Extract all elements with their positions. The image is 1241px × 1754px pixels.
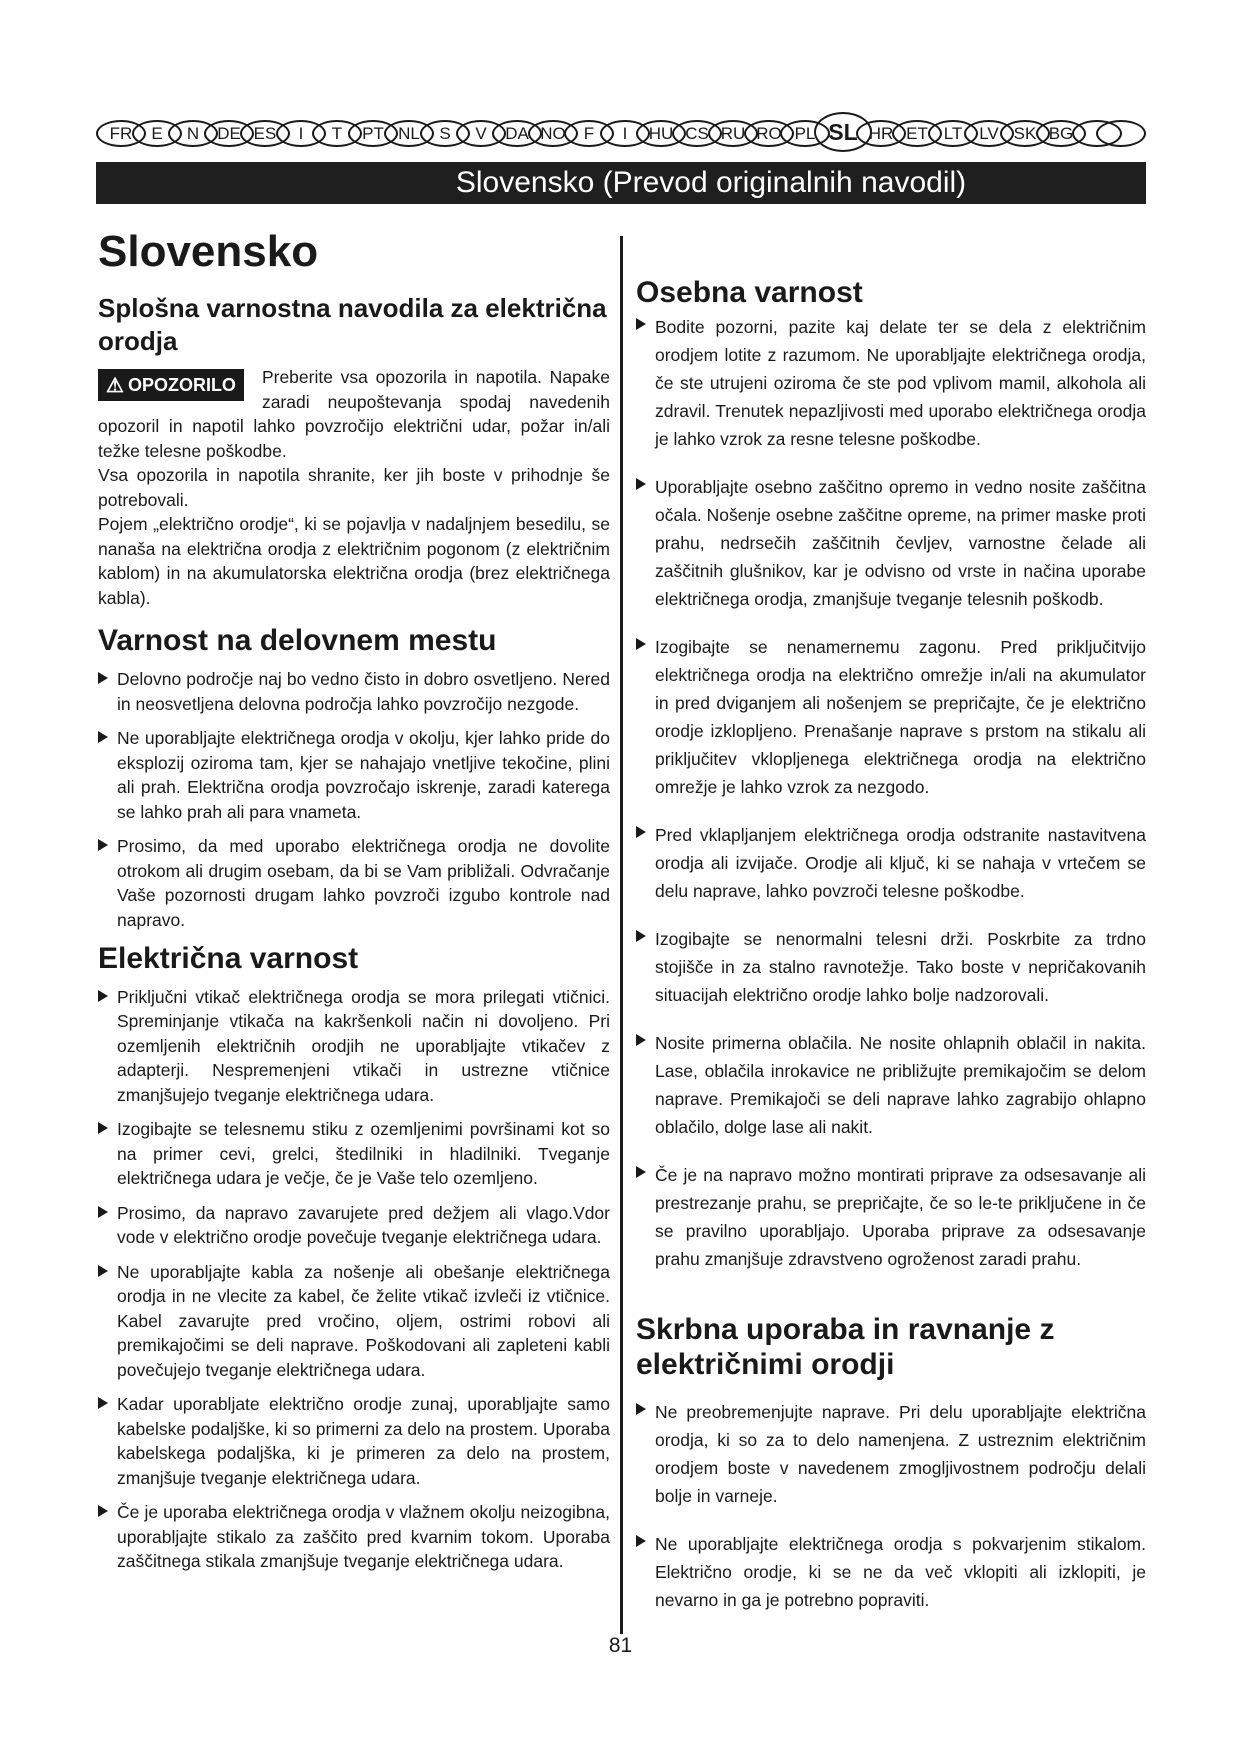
keep-instructions-text: Vsa opozorila in napotila shranite, ker jih boste v prihodnje še potrebovali.	[98, 465, 610, 510]
lang-tab[interactable]: I	[600, 120, 650, 147]
list-item: Če je uporaba električnega orodja v vlažnem okolju neizogibna, uporabljajte stikalo za zaščito pred kvarnim tokom. Uporaba zaščitnega stikala zmanjšuje tveganje električnega udara.	[98, 1500, 610, 1574]
bullet-triangle-icon	[636, 1166, 646, 1178]
list-item: Če je na napravo možno montirati priprave za odsesavanje ali prestrezanje prahu, se prepričajte, če so le-te priključene in če se pravilno uporabljajo. Uporaba priprave za odsesavanje prahu zmanjšuje zdravstveno ogroženost zaradi prahu.	[636, 1161, 1146, 1273]
lang-tab[interactable]: DE	[204, 120, 254, 147]
list-item: Izogibajte se nenamernemu zagonu. Pred priključitvijo električnega orodja na električno omrežje in/ali na akumulator in pred dviganjem ali nošenjem se prepričajte, če je električno orodje izklopljeno. Prenašanje naprave s prstom na stikalu ali priključitev vklopljenega električnega orodja na električno omrežje je lahko vzrok za nezgodo.	[636, 633, 1146, 801]
lang-tab[interactable]: F	[564, 120, 614, 147]
column-divider	[620, 236, 623, 1634]
careful-use-list	[636, 1398, 1146, 1614]
careful-use-heading: Skrbna uporaba in ravnanje z električnimi orodji	[636, 1312, 1055, 1381]
lang-tab[interactable]: RU	[708, 120, 758, 147]
warning-text: Preberite vsa opozorila in napotila. Napake zaradi neupoštevanja spodaj navedenih opozoril in napotil lahko povzročijo električni udar, požar in/ali težke telesne poškodbe.	[98, 367, 610, 461]
bullet-triangle-icon	[636, 1403, 646, 1415]
list-item: Ne preobremenjujte naprave. Pri delu uporabljajte električna orodja, ki so za to delo namenjena. Z ustreznim električnim orodjem boste v navedenem zmogljivostnem področju delali bolje in varneje.	[636, 1398, 1146, 1510]
bullet-triangle-icon	[98, 990, 108, 1002]
list-item: Izogibajte se nenormalni telesni drži. Poskrbite za trdno stojišče in za stalno ravnotežje. Tako boste v nepričakovanih situacijah električno orodje lahko bolje nadzorovali.	[636, 925, 1146, 1009]
warning-block	[98, 365, 610, 463]
page-number: 81	[608, 1634, 633, 1657]
bullet-triangle-icon	[636, 318, 646, 330]
list-item: Ne uporabljajte električnega orodja s pokvarjenim stikalom. Električno orodje, ki se ne da več vklopiti ali izklopiti, je nevarno in ga je potrebno popraviti.	[636, 1530, 1146, 1614]
personal-list	[636, 313, 1146, 1273]
bullet-triangle-icon	[636, 1535, 646, 1547]
bullet-triangle-icon	[636, 478, 646, 490]
lang-tab[interactable]: BG	[1036, 120, 1086, 147]
personal-safety-heading: Osebna varnost	[636, 276, 863, 309]
left-column	[98, 224, 610, 1584]
lang-tab[interactable]: SK	[1000, 120, 1050, 147]
list-item: Pred vklapljanjem električnega orodja odstranite nastavitvena orodja ali izvijače. Orodje ali ključ, ki se nahaja v vrtečem se delu naprave, lahko povzroči telesne poškodbe.	[636, 821, 1146, 905]
banner-title: Slovensko (Prevod originalnih navodil)	[455, 166, 967, 199]
bullet-triangle-icon	[636, 826, 646, 838]
lang-tab[interactable]: CS	[672, 120, 722, 147]
lang-tab[interactable]: HU	[636, 120, 686, 147]
bullet-triangle-icon	[98, 1265, 108, 1277]
electrical-list	[98, 985, 610, 1574]
lang-tab[interactable]: ES	[240, 120, 290, 147]
lang-tab[interactable]: HR	[856, 120, 906, 147]
warning-badge	[98, 369, 244, 401]
list-item: Ne uporabljajte kabla za nošenje ali obešanje električnega orodja in ne vlecite za kabel, če želite vtikač izvleči iz vtičnice. Kabel zavarujte pred vročino, oljem, ostrimi robovi ali premikajočimi se deli naprave. Poškodovani ali zapleteni kabli povečujejo tveganje električnega udara.	[98, 1260, 610, 1383]
lang-tab[interactable]: RO	[744, 120, 794, 147]
workplace-safety-heading: Varnost na delovnem mestu	[98, 624, 497, 658]
lang-tab[interactable]: LT	[928, 120, 978, 147]
bullet-triangle-icon	[98, 1122, 108, 1134]
bullet-triangle-icon	[98, 1397, 108, 1409]
language-tabs	[96, 116, 1146, 152]
bullet-triangle-icon	[636, 930, 646, 942]
electrical-safety-heading: Električna varnost	[98, 942, 359, 976]
bullet-triangle-icon	[98, 731, 108, 743]
workplace-list	[98, 667, 610, 932]
section-banner	[96, 162, 1146, 204]
lang-tab[interactable]: E	[132, 120, 182, 147]
term-definition-text: Pojem „električno orodje“, ki se pojavlja v nadaljnjem besedilu, se nanaša na električna orodja z električnim pogonom (z električnim kablom) in na akumulatorska električna orodja (brez električnega kabla).	[98, 514, 610, 608]
lang-tab[interactable]: PL	[780, 120, 830, 147]
lang-tab[interactable]: PT	[348, 120, 398, 147]
lang-tab-active[interactable]: SL	[814, 112, 872, 152]
warning-label: OPOZORILO	[127, 374, 236, 395]
lang-tab[interactable]: NO	[528, 120, 578, 147]
bullet-triangle-icon	[98, 839, 108, 851]
list-item: Delovno področje naj bo vedno čisto in dobro osvetljeno. Nered in neosvetljena delovna področja lahko povzročijo nezgode.	[98, 667, 610, 716]
lang-tab[interactable]: I	[276, 120, 326, 147]
warning-triangle-icon: ⚠	[106, 374, 124, 397]
bullet-triangle-icon	[636, 638, 646, 650]
bullet-triangle-icon	[98, 672, 108, 684]
list-item: Nosite primerna oblačila. Ne nosite ohlapnih oblačil in nakita. Lase, oblačila inrokavice ne približujte premikajočim se delom naprave. Premikajoči se deli naprave lahko zagrabijo ohlapno oblačilo, dolge lase ali nakit.	[636, 1029, 1146, 1141]
list-item: Ne uporabljajte električnega orodja v okolju, kjer lahko pride do eksplozij oziroma tam, kjer se nahajajo vnetljive tekočine, plini ali prah. Električna orodja povzročajo iskrenje, zaradi katerega se lahko prah ali para vnameta.	[98, 726, 610, 824]
list-item: Prosimo, da med uporabo električnega orodja ne dovolite otrokom ali drugim osebam, da bi se Vam približali. Odvračanje Vaše pozornosti drugam lahko povzroči izgubo kontrole nad napravo.	[98, 834, 610, 932]
page-title: Slovensko	[98, 227, 319, 276]
general-safety-heading: Splošna varnostna navodila za električna orodja	[98, 293, 607, 356]
bullet-triangle-icon	[98, 1206, 108, 1218]
lang-tab[interactable]: V	[456, 120, 506, 147]
lang-tab[interactable]: N	[168, 120, 218, 147]
list-item: Izogibajte se telesnemu stiku z ozemljenimi površinami kot so na primer cevi, grelci, štedilniki in hladilniki. Tveganje električnega udara je večje, če je Vaše telo ozemljeno.	[98, 1117, 610, 1191]
lang-tab[interactable]: DA	[492, 120, 542, 147]
lang-tab[interactable]: T	[312, 120, 362, 147]
lang-tab[interactable]: ET	[892, 120, 942, 147]
list-item: Uporabljajte osebno zaščitno opremo in vedno nosite zaščitna očala. Nošenje osebne zaščitne opreme, na primer maske proti prahu, nedrsečih zaščitnih čevljev, varnostne čelade ali zaščitnih glušnikov, kar je odvisno od vrste in načina uporabe električnega orodja, zmanjšuje tveganje telesnih poškodb.	[636, 473, 1146, 613]
list-item: Bodite pozorni, pazite kaj delate ter se dela z električnim orodjem lotite z razumom. Ne uporabljajte električnega orodja, če ste utrujeni oziroma če ste pod vplivom mamil, alkohola ali zdravil. Trenutek nepazljivosti med uporabo električnega orodja je lahko vzrok za resne telesne poškodbe.	[636, 313, 1146, 453]
lang-tab[interactable]	[1096, 120, 1146, 147]
right-column	[636, 276, 1146, 1634]
list-item: Priključni vtikač električnega orodja se mora prilegati vtičnici. Spreminjanje vtikača na kakršenkoli način ni dovoljeno. Pri ozemljenih električnih orodjih ne uporabljajte vtikačev z adapterji. Nespremenjeni vtikači in ustrezne vtičnice zmanjšujejo tveganje električnega udara.	[98, 985, 610, 1108]
bullet-triangle-icon	[98, 1505, 108, 1517]
bullet-triangle-icon	[636, 1034, 646, 1046]
lang-tab[interactable]: FR	[96, 120, 146, 147]
list-item: Kadar uporabljate električno orodje zunaj, uporabljajte samo kabelske podaljške, ki so primerni za delo na prostem. Uporaba kabelskega podaljška, ki je primeren za delo na prostem, zmanjšuje tveganje električnega udara.	[98, 1392, 610, 1490]
list-item: Prosimo, da napravo zavarujete pred dežjem ali vlago.Vdor vode v električno orodje povečuje tveganje električnega udara.	[98, 1201, 610, 1250]
lang-tab[interactable]: S	[420, 120, 470, 147]
lang-tab[interactable]: LV	[964, 120, 1014, 147]
lang-tab[interactable]: NL	[384, 120, 434, 147]
